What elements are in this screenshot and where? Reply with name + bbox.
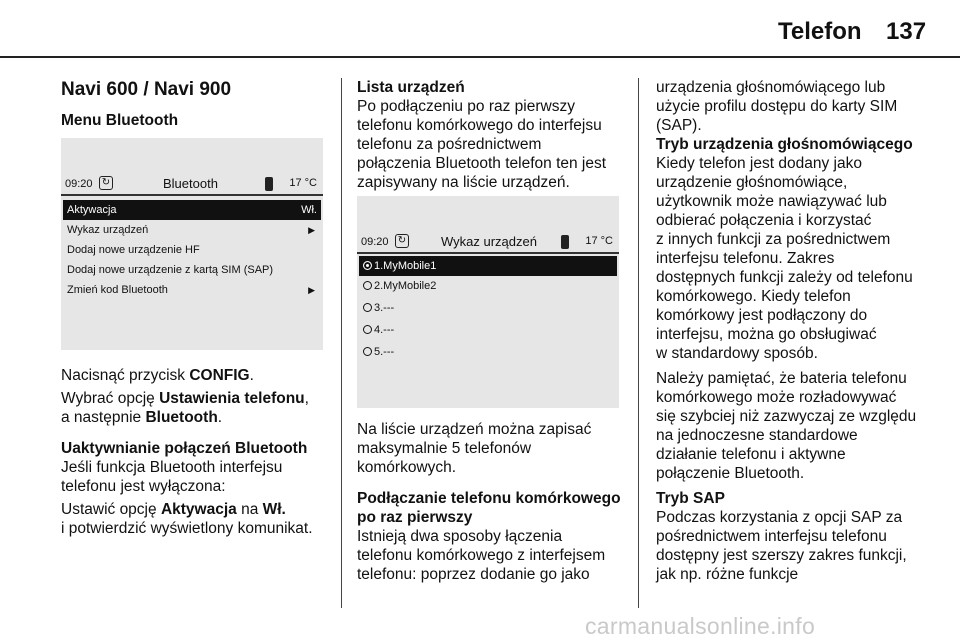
menu-item-change-code[interactable] (63, 280, 321, 300)
thermometer-icon (265, 177, 273, 191)
device-list-screen (357, 196, 619, 408)
paragraph-press-config: Nacisnąć przycisk CONFIG. (61, 367, 254, 384)
header-rule (0, 56, 960, 58)
continued-text: urządzenia głośnomówiącego lub użycie profilu dostępu do karty SIM (SAP). (656, 79, 898, 134)
handsfree-text: Kiedy telefon jest dodany jako urządzenie głośnomówiące, użytkownik może nawiązywać lub odbierać połączenia i korzystać z innych funkcji za pośrednictwem interfejsu telefonu. Zakres dostępnych funkcji zależy od telefonu komórkowego. Kiedy telefon komórkowy jest podłączony do interfejsu, można go obsługiwać w standardowy sposób. (656, 155, 913, 362)
column-1 (61, 72, 333, 130)
screen-temperature: 17 °C (289, 177, 317, 189)
screen-status-bar (61, 172, 323, 196)
screen-title: Wykaz urządzeń (441, 234, 537, 249)
radio-icon (363, 347, 372, 356)
connect-heading: Podłączanie telefonu komórkowego po raz pierwszy (357, 490, 621, 526)
screen-title: Bluetooth (163, 176, 218, 191)
column-1-text (61, 366, 333, 538)
handsfree-heading: Tryb urządzenia głośnomówiącego (656, 136, 913, 153)
sap-text: Podczas korzystania z opcji SAP za pośrednictwem interfejsu telefonu dostępny jest szerszy zakres funkcji, jak np. różne funkcje (656, 509, 907, 583)
menu-item-value: Wł. (301, 204, 317, 216)
device-item-4[interactable]: 4.--- (359, 320, 617, 340)
radio-icon (363, 325, 372, 334)
sap-heading: Tryb SAP (656, 490, 725, 507)
device-item-3[interactable]: 3.--- (359, 298, 617, 318)
column-2-text (357, 420, 625, 584)
page-header-title: Telefon (778, 18, 862, 45)
menu-item-label: Aktywacja (67, 204, 117, 216)
menu-item-label: Wykaz urządzeń (67, 224, 149, 236)
max-devices-text: Na liście urządzeń można zapisać maksymalnie 5 telefonów komórkowych. (357, 421, 592, 476)
device-list-text: Po podłączeniu po raz pierwszy telefonu komórkowego do interfejsu telefonu za pośrednictwem połączenia Bluetooth telefon ten jest zapisywany na liście urządzeń. (357, 98, 607, 191)
screen-time: 09:20 (361, 236, 389, 248)
watermark: carmanualsonline.info (585, 613, 816, 639)
device-list-heading: Lista urządzeń (357, 79, 465, 96)
connect-text: Istnieją dwa sposoby łączenia telefonu komórkowego z interfejsem telefonu: poprzez dodanie go jako (357, 528, 606, 583)
screen-status-bar (357, 230, 619, 254)
chevron-right-icon: ▶ (308, 225, 315, 235)
activate-text: Jeśli funkcja Bluetooth interfejsu telefonu jest wyłączona: (61, 459, 283, 495)
column-2 (357, 78, 625, 192)
radio-icon (363, 281, 372, 290)
menu-item-add-sap[interactable] (63, 260, 321, 280)
paragraph-choose-option: Wybrać opcję Ustawienia telefonu, a następnie Bluetooth. (61, 390, 309, 426)
battery-text: Należy pamiętać, że bateria telefonu komórkowego może rozładowywać się szybciej niż zazwyczaj ze względu na jednoczesne standardowe działanie telefonu i aktywne połączenie Bluetooth. (656, 370, 917, 482)
menu-heading: Menu Bluetooth (61, 112, 179, 129)
menu-item-label: Zmień kod Bluetooth (67, 284, 168, 296)
radio-selected-icon (363, 261, 372, 270)
page-number: 137 (886, 18, 927, 45)
menu-item-label: Dodaj nowe urządzenie z kartą SIM (SAP) (67, 264, 274, 276)
menu-item-activation[interactable] (63, 200, 321, 220)
activate-heading: Uaktywnianie połączeń Bluetooth (61, 440, 308, 457)
radio-icon (363, 303, 372, 312)
chevron-right-icon: ▶ (308, 285, 315, 295)
screen-temperature: 17 °C (585, 235, 613, 247)
set-option-text: Ustawić opcję Aktywacja na Wł. i potwierdzić wyświetlony komunikat. (61, 501, 313, 537)
menu-item-device-list[interactable] (63, 220, 321, 240)
device-item-1[interactable]: 1.MyMobile1 (359, 256, 617, 276)
screen-time: 09:20 (65, 178, 93, 190)
phone-status-icon: ↻ (395, 234, 409, 248)
phone-status-icon: ↻ (99, 176, 113, 190)
device-item-5[interactable]: 5.--- (359, 342, 617, 362)
menu-item-label: Dodaj nowe urządzenie HF (67, 244, 200, 256)
column-divider-1 (341, 78, 342, 608)
bluetooth-menu-screen (61, 138, 323, 350)
menu-item-add-hf[interactable] (63, 240, 321, 260)
section-title: Navi 600 / Navi 900 (61, 79, 232, 100)
device-item-2[interactable]: 2.MyMobile2 (359, 276, 617, 296)
column-3 (656, 78, 942, 584)
column-divider-2 (638, 78, 639, 608)
thermometer-icon (561, 235, 569, 249)
